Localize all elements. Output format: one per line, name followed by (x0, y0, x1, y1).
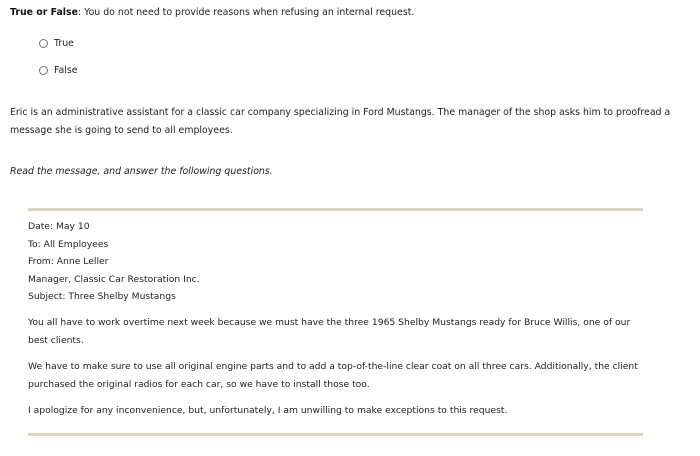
memo-bottom-divider (28, 433, 643, 436)
memo-from: From: Anne Leller (28, 256, 109, 268)
radio-false[interactable] (39, 66, 48, 75)
memo-message (28, 218, 648, 416)
option-false[interactable] (39, 65, 78, 76)
memo-paragraph-1: You all have to work overtime next week because we must have the three 1965 Shelby Mustangs ready for Bruce Willis, one of our best clients. (28, 317, 631, 346)
question-body: : You do not need to provide reasons when refusing an internal request. (77, 7, 415, 18)
memo-sender-title: Manager, Classic Car Restoration Inc. (28, 273, 200, 285)
option-true[interactable] (39, 38, 74, 49)
memo-top-divider (28, 208, 643, 211)
memo-paragraph-3: I apologize for any inconvenience, but, unfortunately, I am unwilling to make exceptions to this request. (28, 405, 508, 416)
memo-date: Date: May 10 (28, 221, 90, 232)
memo-to: To: All Employees (28, 238, 109, 250)
memo-subject: Subject: Three Shelby Mustangs (28, 291, 176, 303)
question-text (10, 7, 414, 18)
radio-true[interactable] (39, 39, 48, 48)
question-label: True or False (10, 7, 78, 18)
option-true-label: True (54, 38, 74, 49)
scenario-intro: Eric is an administrative assistant for a classic car company specializing in Ford Mustangs. The manager of the shop asks him to proofread a message she is going to send to all employees. (10, 107, 671, 136)
memo-paragraph-2: We have to make sure to use all original engine parts and to add a top-of-the-line clear coat on all three cars. Additionally, the client purchased the original radios for each car, so we have to install those too. (28, 361, 638, 390)
option-false-label: False (54, 65, 78, 76)
instruction-text: Read the message, and answer the following questions. (10, 166, 273, 177)
